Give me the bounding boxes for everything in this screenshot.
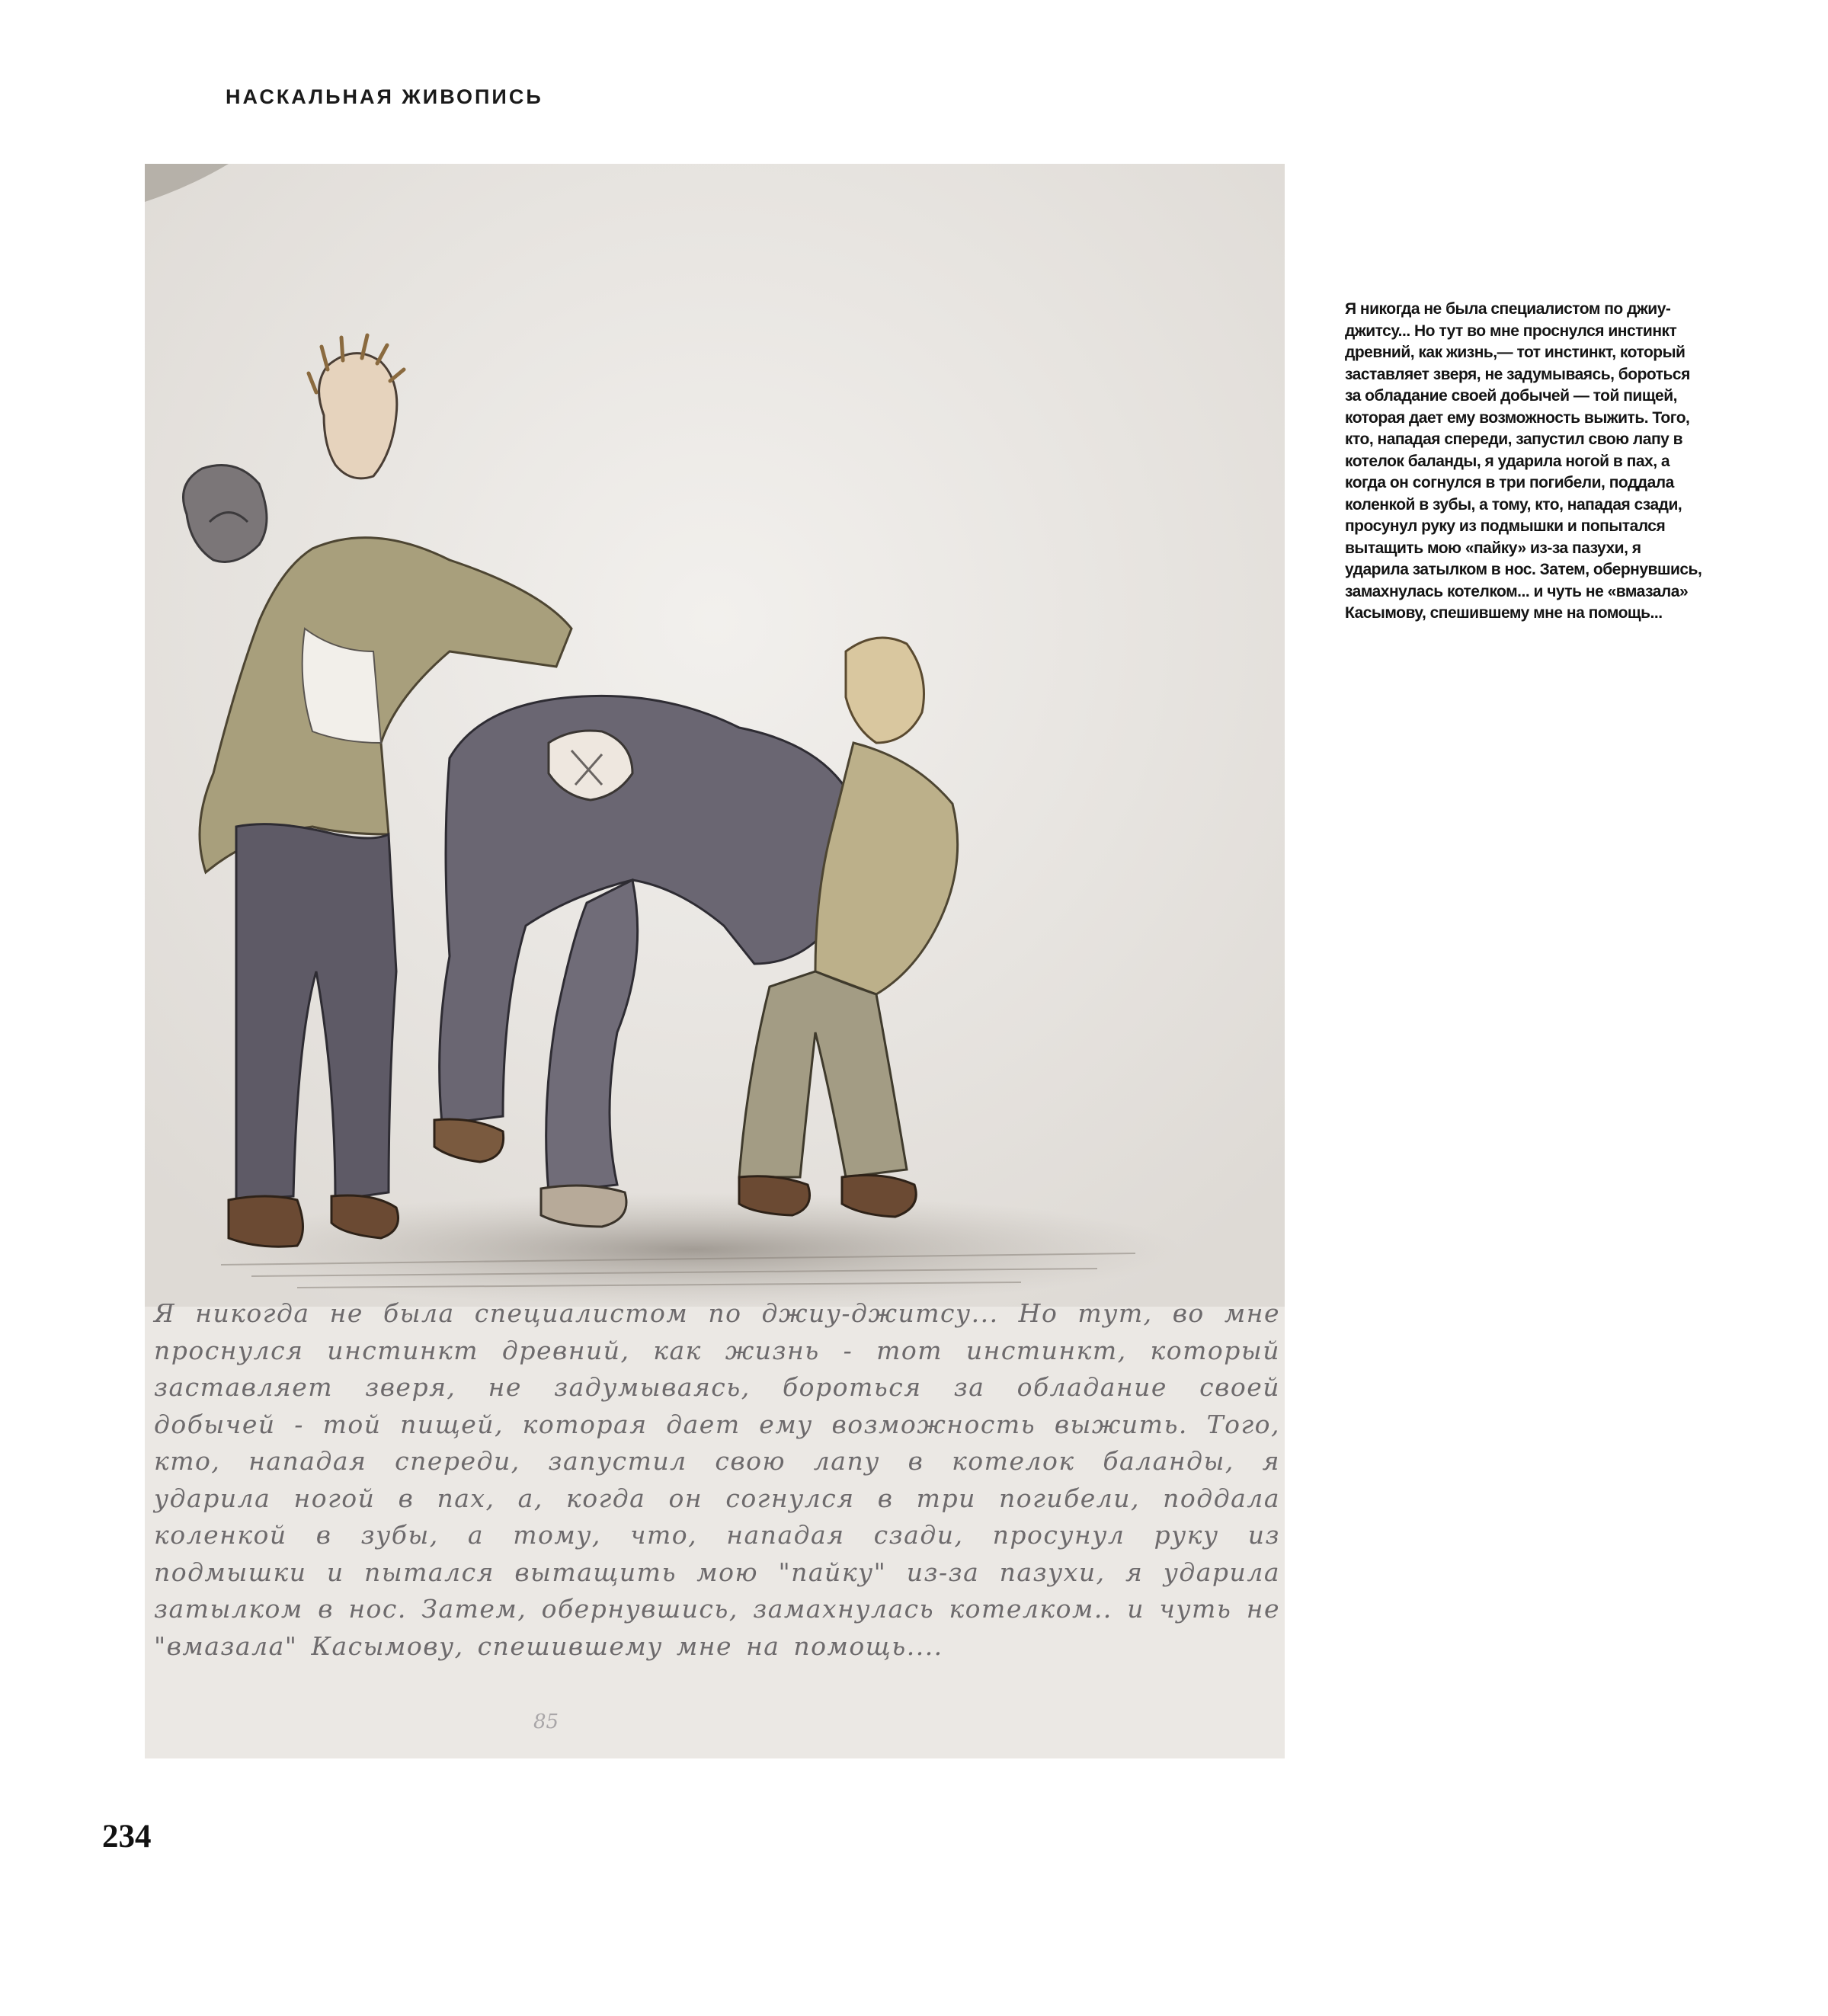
handwritten-text: Я никогда не была специалистом по джиу-джитсу... Но тут, во мне проснулся инстинкт древний, как жизнь - тот инстинкт, который заставляет зверя, не задумываясь, бороться за обладание своей добычей - той пищей, которая дает ему возможность выжить. Того, кто, нападая спереди, запустил свою лапу в котелок баланды, я ударила ногой в пах, а, когда он согнулся в три погибели, поддала коленкой в зубы, а тому, что, нападая сзади, просунул руку из подмышки и пытался вытащить мою "пайку" из-за пазухи, я ударила затылком в нос. Затем, обернувшись, замахнулась котелком.. и чуть не "вмазала" Касымову, спешившему мне на помощь.... (154, 1298, 1280, 1661)
page-number: 234 (102, 1819, 152, 1854)
pencil-mark: 85 (533, 1710, 559, 1733)
section-title: НАСКАЛЬНАЯ ЖИВОПИСЬ (226, 85, 543, 108)
handwritten-caption-area (145, 1295, 1285, 1733)
illustration-drawing (145, 164, 1285, 1758)
caption-text: Я никогда не была специалистом по джиу-джитсу... Но тут во мне проснулся инстинкт древний, как жизнь,— тот инстинкт, который заставляет зверя, не задумываясь, бороться за обладание своей добычей — той пищей, которая дает ему возможность выжить. Того, кто, нападая спереди, запустил свою лапу в котелок баланды, я ударила ногой в пах, а когда он согнулся в три погибели, поддала коленкой в зубы, а тому, кто, нападая сзади, просунул руку из подмышки и попытался вытащить мою «пайку» из-за пазухи, я ударила затылком в нос. Затем, обернувшись, замахнулась котелком... и чуть не «вмазала» Касымову, спешившему мне на помощь... (1345, 300, 1702, 622)
fight-scene-drawing (145, 164, 1285, 1307)
